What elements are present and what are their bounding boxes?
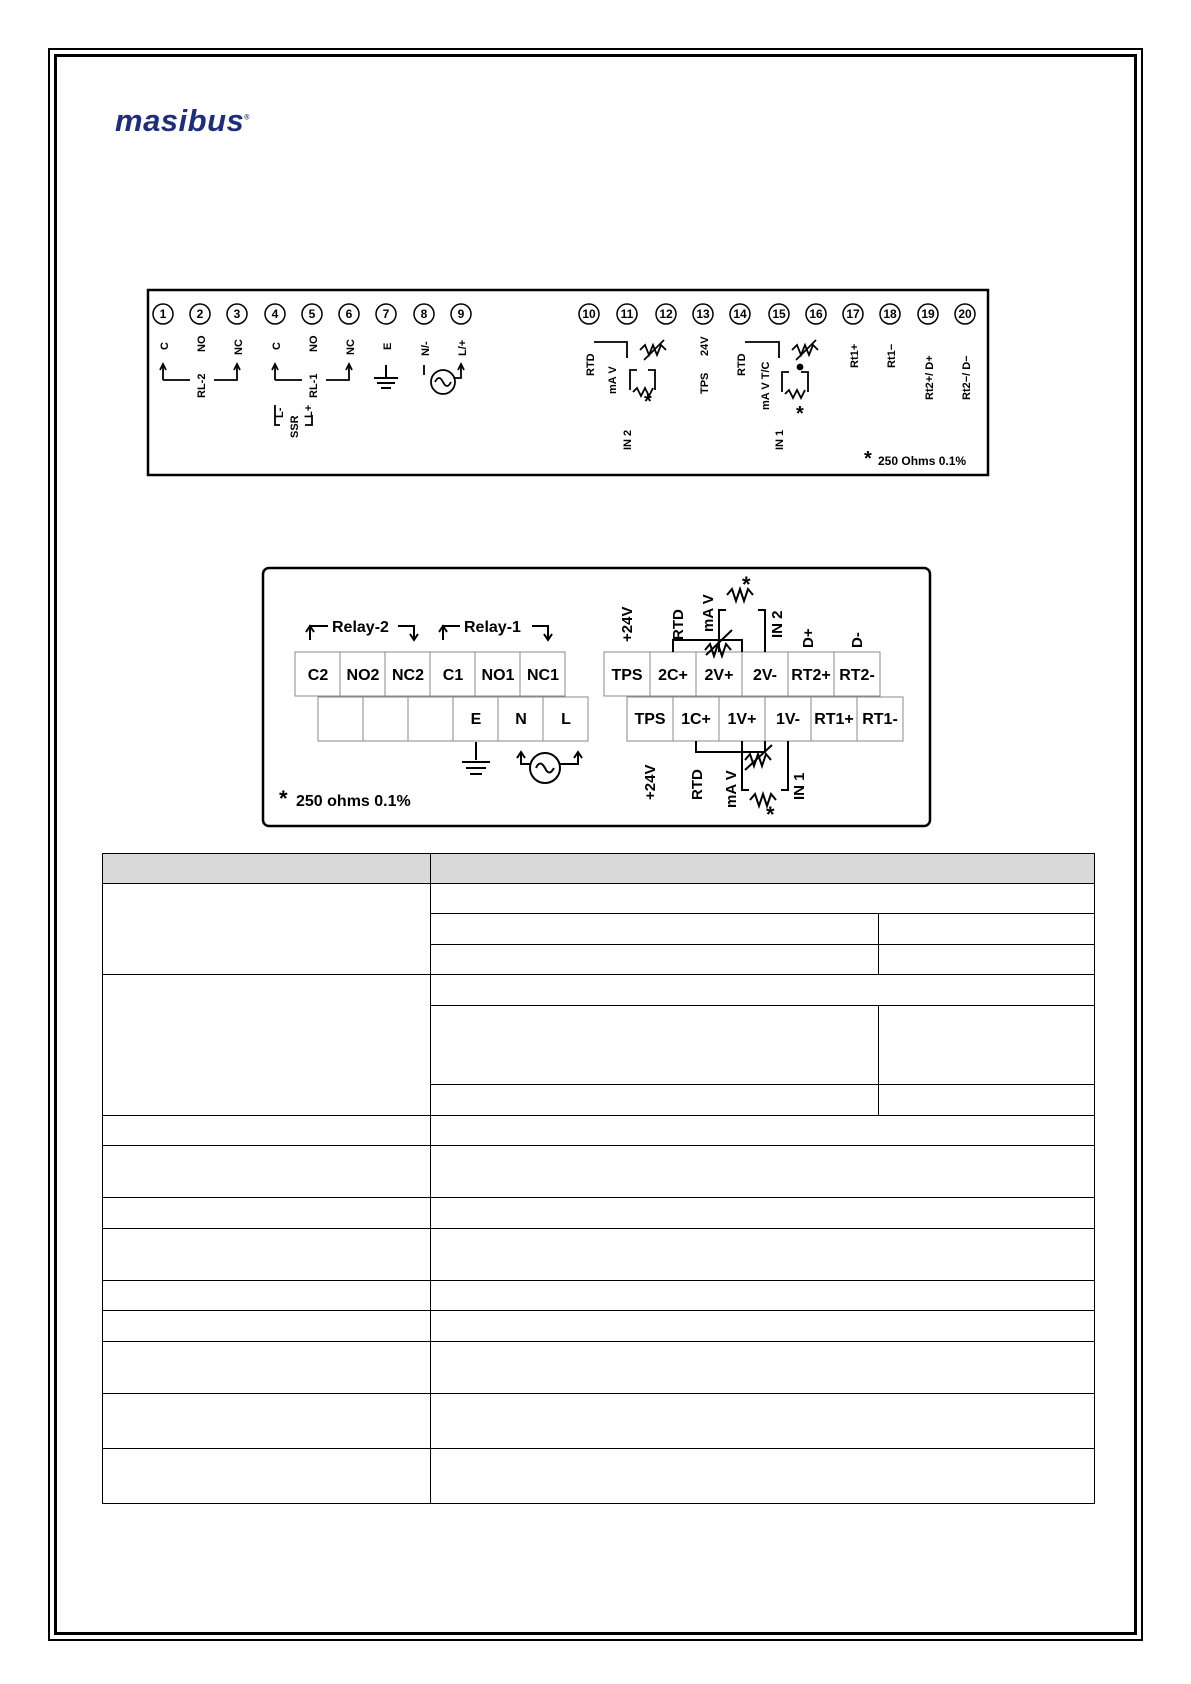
table-cell (430, 1281, 1094, 1311)
resistor-note-bottom: 250 ohms 0.1% (296, 793, 411, 810)
table-cell (879, 914, 1095, 945)
table-cell (430, 1449, 1094, 1504)
table-cell (103, 975, 431, 1116)
brand-name: masibus (115, 103, 245, 138)
terminal-number: 6 (345, 307, 353, 321)
star-mark: * (279, 786, 288, 811)
label-d-plus: D+ (800, 628, 817, 648)
label-no: NO (196, 335, 208, 352)
ac-source-icon-bottom (517, 752, 582, 783)
terminal-number: 13 (696, 307, 710, 321)
terminal-number: 1 (159, 307, 167, 321)
table-row (103, 1342, 1095, 1394)
relay2-label: Relay-2 (332, 619, 389, 636)
table-cell (879, 1006, 1095, 1085)
terminal-number: 4 (271, 307, 279, 321)
terminal-no2: NO2 (346, 667, 380, 684)
label-e: E (382, 342, 394, 350)
label-l: L/+ (457, 339, 469, 356)
star-mark: * (644, 391, 652, 413)
table-cell (103, 1198, 431, 1229)
terminal-c2: C2 (307, 667, 329, 684)
table-cell (430, 1116, 1094, 1146)
terminal-block-right-bottom (627, 697, 903, 741)
terminal-number: 10 (582, 307, 596, 321)
label-tps: TPS (699, 372, 711, 394)
star-mark: * (864, 448, 872, 470)
table-cell (879, 945, 1095, 975)
terminal-number: 20 (958, 307, 972, 321)
label-24v-bottom: +24V (642, 764, 659, 800)
table-cell (430, 1006, 879, 1085)
table-cell (430, 1394, 1094, 1449)
terminal-rt2-plus: RT2+ (791, 667, 831, 684)
label-rt1-plus: Rt1+ (849, 343, 861, 368)
table-row (103, 884, 1095, 914)
terminal-block-left-top (295, 652, 565, 696)
label-mav: mA V (607, 366, 619, 394)
table-row (103, 1116, 1095, 1146)
label-rl2: RL-2 (196, 373, 208, 398)
terminal-number: 3 (233, 307, 241, 321)
label-24v-top: +24V (619, 606, 636, 642)
terminal-number: 16 (809, 307, 823, 321)
terminal-number: 12 (659, 307, 673, 321)
table-header-cell (103, 854, 431, 884)
label-rtd: RTD (736, 353, 748, 376)
table-row (103, 1281, 1095, 1311)
star-mark: * (742, 572, 751, 597)
terminal-tps: TPS (634, 711, 666, 728)
terminal-number: 9 (457, 307, 465, 321)
terminal-block-left-bottom (318, 697, 588, 741)
label-rt2-minus: Rt2−/ D− (961, 355, 973, 400)
label-rtd-bottom: RTD (689, 769, 706, 800)
label-c: C (159, 342, 171, 350)
table-cell (430, 884, 1094, 914)
label-rt2-plus: Rt2+/ D+ (924, 355, 936, 400)
label-c: C (271, 342, 283, 350)
table-cell (430, 1229, 1094, 1281)
table-cell (430, 975, 1094, 1006)
terminal-2v-minus: 2V- (752, 667, 778, 684)
label-rl1: RL-1 (308, 373, 320, 398)
label-no: NO (308, 335, 320, 352)
terminal-number: 2 (196, 307, 204, 321)
terminal-number: 17 (846, 307, 860, 321)
terminal-nc2: NC2 (391, 667, 425, 684)
terminal-rt2-minus: RT2- (839, 667, 875, 684)
table-row (103, 1146, 1095, 1198)
table-row (103, 1311, 1095, 1342)
table-header-row (103, 854, 1095, 884)
label-24v: 24V (699, 336, 711, 356)
terminal-number: 15 (772, 307, 786, 321)
label-rtd-top: RTD (670, 609, 687, 640)
terminal-number: 7 (382, 307, 390, 321)
label-rt1-minus: Rt1− (886, 343, 898, 368)
table-cell (430, 1342, 1094, 1394)
terminal-no1: NO1 (481, 667, 515, 684)
brand-mark: ® (244, 114, 250, 122)
table-cell (430, 914, 879, 945)
terminal-number: 14 (733, 307, 747, 321)
table-cell (103, 1116, 431, 1146)
table-cell (430, 1198, 1094, 1229)
terminal-number: 11 (620, 307, 634, 321)
terminal-1c-plus: 1C+ (681, 711, 711, 728)
terminal-number: 5 (308, 307, 316, 321)
terminal-e: E (470, 711, 482, 728)
terminal-number: 18 (883, 307, 897, 321)
table-cell (103, 1342, 431, 1394)
table-row (103, 975, 1095, 1006)
table-cell (430, 945, 879, 975)
label-in2-bottom: IN 2 (769, 610, 786, 638)
label-rtd: RTD (585, 353, 597, 376)
table-cell (879, 1085, 1095, 1116)
terminal-rt1-minus: RT1- (862, 711, 898, 728)
label-nc: NC (345, 339, 357, 355)
label-ssr-minus: L- (274, 407, 286, 418)
terminal-1v-minus: 1V- (775, 711, 801, 728)
table-cell (103, 1146, 431, 1198)
label-mav-top: mA V (700, 594, 717, 632)
label-mav-bottom: mA V (723, 770, 740, 808)
label-nc: NC (233, 339, 245, 355)
label-mav-tc: mA V T/C (760, 361, 772, 410)
table-row (103, 1198, 1095, 1229)
label-in1: IN 1 (774, 429, 786, 450)
table-cell (103, 884, 431, 975)
terminal-1v-plus: 1V+ (727, 711, 757, 728)
table-row (103, 1394, 1095, 1449)
input1-wiring-bottom (696, 741, 788, 806)
table-cell (103, 1229, 431, 1281)
resistor-note-top: 250 Ohms 0.1% (878, 454, 967, 468)
terminal-2c-plus: 2C+ (658, 667, 688, 684)
terminal-tps: TPS (611, 667, 643, 684)
table-cell (430, 1311, 1094, 1342)
terminal-number: 19 (921, 307, 935, 321)
label-n: N/- (420, 341, 432, 356)
table-cell (430, 1085, 879, 1116)
terminal-2v-plus: 2V+ (704, 667, 734, 684)
terminal-nc1: NC1 (526, 667, 560, 684)
label-ssr-plus: L+ (303, 404, 315, 418)
table-header-cell (430, 854, 1094, 884)
label-in2: IN 2 (622, 429, 634, 450)
terminal-n: N (515, 711, 527, 728)
earth-icon-bottom (462, 742, 490, 774)
table-row (103, 1449, 1095, 1504)
table-cell (103, 1311, 431, 1342)
label-in1-bottom: IN 1 (791, 772, 808, 800)
terminal-l: L (561, 711, 571, 728)
relay1-label: Relay-1 (464, 619, 521, 636)
table-cell (430, 1146, 1094, 1198)
terminal-c1: C1 (442, 667, 464, 684)
table-cell (103, 1449, 431, 1504)
star-mark: * (766, 802, 775, 827)
label-ssr: SSR (289, 415, 301, 438)
table-cell (103, 1394, 431, 1449)
table-cell (103, 1281, 431, 1311)
star-mark: * (796, 403, 804, 425)
specification-table (102, 853, 1095, 1504)
terminal-rt1-plus: RT1+ (814, 711, 854, 728)
terminal-number: 8 (420, 307, 428, 321)
terminal-block-right-top (604, 652, 880, 696)
label-d-minus: D- (849, 632, 866, 648)
table-row (103, 1229, 1095, 1281)
